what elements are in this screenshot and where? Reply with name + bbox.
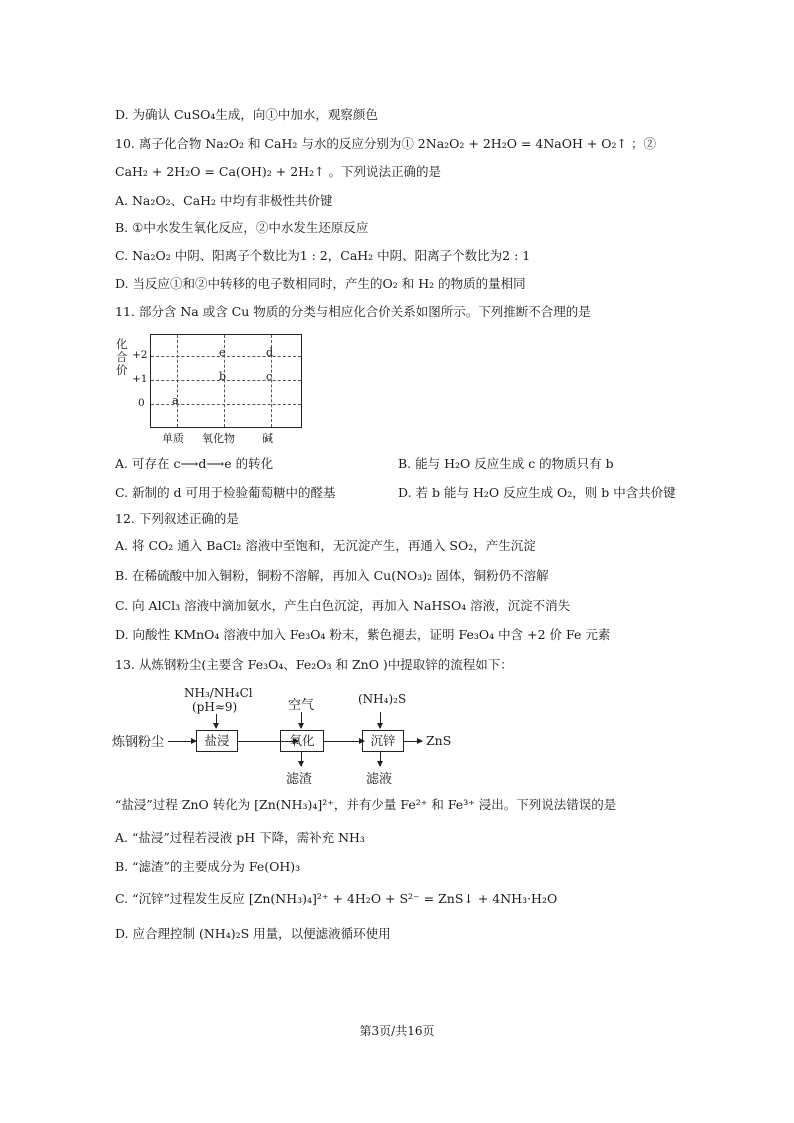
point-d: d	[266, 346, 274, 359]
q9-option-d: D. 为确认 CuSO₄生成，向①中加水，观察颜色	[115, 107, 378, 122]
point-e: e	[219, 346, 226, 359]
q13-option-a: A. “盐浸”过程若浸液 pH 下降，需补充 NH₃	[115, 830, 365, 845]
chart-grid	[150, 334, 302, 428]
q12-option-b: B. 在稀硫酸中加入铜粉，铜粉不溶解，再加入 Cu(NO₃)₂ 固体，铜粉仍不溶解	[115, 568, 549, 583]
q13-context: “盐浸”过程 ZnO 转化为 [Zn(NH₃)₄]²⁺，并有少量 Fe²⁺ 和 Fe³⁺ 浸出。下列说法错误的是	[115, 797, 617, 812]
q10-stem-line1: 10. 离子化合物 Na₂O₂ 和 CaH₂ 与水的反应分别为① 2Na₂O₂ + 2H₂O = 4NaOH + O₂↑ ；②	[115, 136, 656, 151]
flow-step-oxidation: 氧化	[280, 730, 324, 752]
xtick-base: 碱	[262, 432, 273, 445]
q13-stem: 13. 从炼钢粉尘(主要含 Fe₃O₄、Fe₂O₃ 和 ZnO )中提取锌的流程如下：	[115, 657, 513, 672]
grid-hline	[151, 356, 301, 357]
point-b: b	[219, 370, 227, 383]
arrow-icon	[168, 741, 196, 742]
page-number: 第3页/共16页	[359, 1024, 435, 1038]
flow-reagent1: NH₃/NH₄Cl	[184, 686, 253, 700]
point-c: c	[266, 370, 273, 383]
q11-option-d: D. 若 b 能与 H₂O 反应生成 O₂，则 b 中含共价键	[398, 485, 676, 500]
flow-residue: 滤渣	[286, 772, 313, 787]
q10-option-d: D. 当反应①和②中转移的电子数相同时，产生的O₂ 和 H₂ 的物质的量相同	[115, 276, 526, 291]
flow-step-salt-leach: 盐浸	[196, 730, 238, 752]
flow-reagent2: 空气	[288, 698, 315, 713]
flow-step-zinc-precipitation: 沉锌	[362, 730, 404, 752]
arrow-icon	[301, 752, 302, 766]
flow-reagent1-condition: (pH≈9)	[192, 700, 238, 714]
q11-option-b: B. 能与 H₂O 反应生成 c 的物质只有 b	[398, 456, 614, 471]
q13-option-c: C. “沉锌”过程发生反应 [Zn(NH₃)₄]²⁺ + 4H₂O + S²⁻ = ZnS↓ + 4NH₃·H₂O	[115, 891, 558, 906]
q10-option-c: C. Na₂O₂ 中阴、阳离子个数比为1 : 2，CaH₂ 中阴、阳离子个数比为2 : 1	[115, 248, 531, 263]
q11-stem: 11. 部分含 Na 或含 Cu 物质的分类与相应化合价关系如图所示。下列推断不合理的是	[115, 304, 591, 319]
ytick-plus1: +1	[132, 373, 148, 385]
q12-option-a: A. 将 CO₂ 通入 BaCl₂ 溶液中至饱和，无沉淀产生，再通入 SO₂，产生沉淀	[115, 538, 536, 553]
q11-option-a: A. 可存在 c⟶d⟶e 的转化	[115, 456, 274, 471]
flow-product: ZnS	[426, 733, 452, 748]
arrow-icon	[380, 752, 381, 766]
y-axis-label: 化合价	[116, 337, 128, 377]
q11-option-c: C. 新制的 d 可用于检验葡萄糖中的醛基	[115, 485, 336, 500]
arrow-icon	[404, 741, 422, 742]
valence-classification-chart	[112, 334, 312, 444]
point-a: a	[172, 394, 179, 407]
q12-stem: 12. 下列叙述正确的是	[115, 511, 239, 526]
q13-option-d: D. 应合理控制 (NH₄)₂S 用量，以便滤液循环使用	[115, 926, 391, 941]
arrow-icon	[216, 714, 217, 728]
xtick-element: 单质	[162, 432, 184, 445]
ytick-zero: 0	[138, 397, 145, 409]
zinc-extraction-flowchart	[112, 684, 572, 787]
grid-vline	[177, 335, 178, 427]
q12-option-c: C. 向 AlCl₃ 溶液中滴加氨水，产生白色沉淀，再加入 NaHSO₄ 溶液，沉淀不消失	[115, 598, 571, 613]
arrow-icon	[380, 712, 381, 728]
arrow-icon	[324, 741, 364, 742]
q10-stem-line2: CaH₂ + 2H₂O = Ca(OH)₂ + 2H₂↑ 。下列说法正确的是	[115, 164, 442, 179]
ytick-plus2: +2	[132, 349, 148, 361]
flow-filtrate: 滤液	[366, 772, 393, 787]
xtick-oxide: 氧化物	[202, 432, 235, 445]
flow-reagent3: (NH₄)₂S	[358, 692, 407, 706]
q12-option-d: D. 向酸性 KMnO₄ 溶液中加入 Fe₃O₄ 粉末，紫色褪去，证明 Fe₃O₄ 中含 +2 价 Fe 元素	[115, 627, 611, 642]
flow-input: 炼钢粉尘	[112, 735, 165, 750]
arrow-icon	[301, 712, 302, 728]
q10-option-a: A. Na₂O₂、CaH₂ 中均有非极性共价键	[115, 193, 333, 208]
q13-option-b: B. “滤渣”的主要成分为 Fe(OH)₃	[115, 859, 301, 874]
q10-option-b: B. ①中水发生氧化反应，②中水发生还原反应	[115, 220, 369, 235]
